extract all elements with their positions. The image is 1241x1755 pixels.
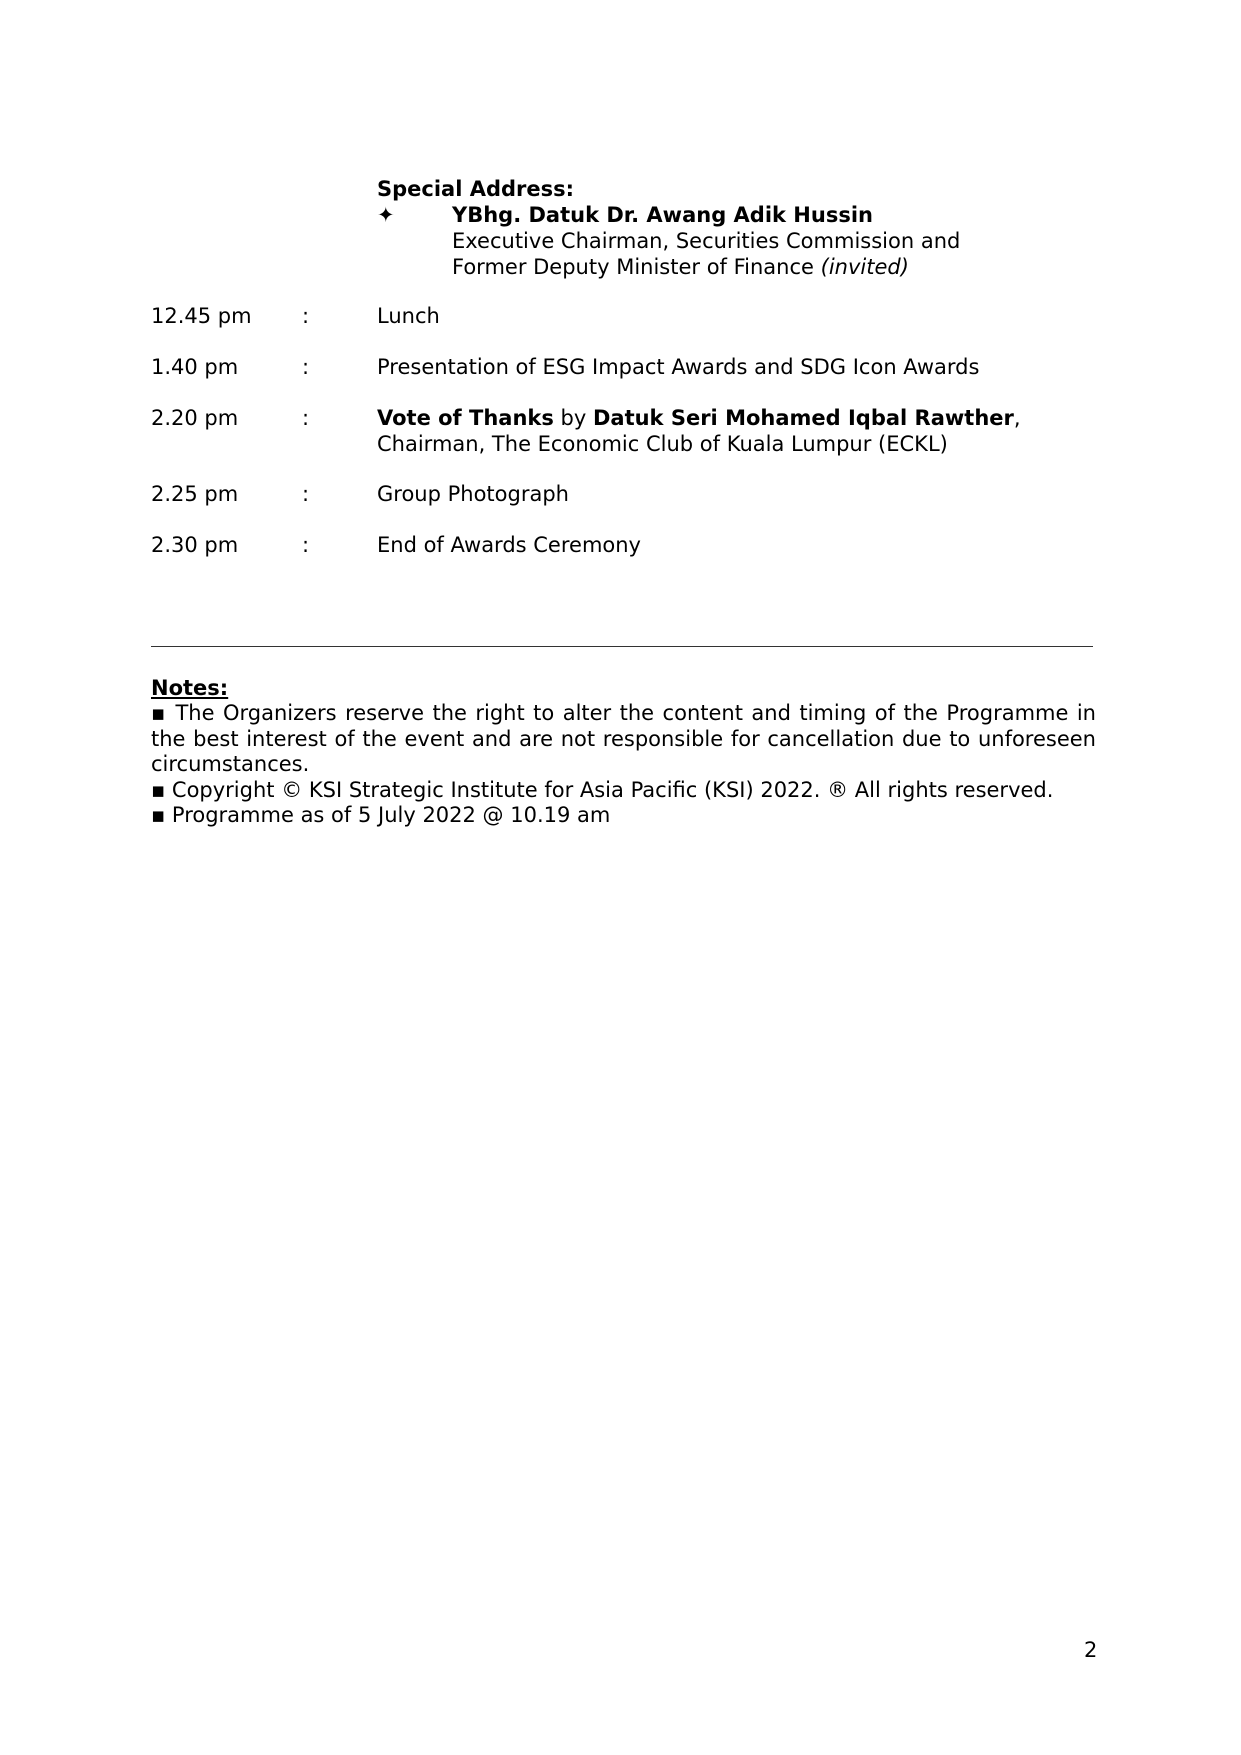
schedule-time: 2.20 pm [151,406,239,430]
speaker-title-line1: Executive Chairman, Securities Commission and [452,229,961,253]
schedule-separator: : [302,355,310,379]
speaker-title-line2 [452,254,909,280]
comma-text: , [1013,406,1021,430]
note-item-copyright: ▪ Copyright © KSI Strategic Institute for Asia Pacific (KSI) 2022. ® All rights reserved. [151,778,1054,802]
schedule-time: 2.30 pm [151,533,239,557]
schedule-item-awards-presentation: Presentation of ESG Impact Awards and SDG Icon Awards [377,355,980,379]
speaker-name: YBhg. Datuk Dr. Awang Adik Hussin [452,203,873,227]
note-item-programme-date: ▪ Programme as of 5 July 2022 @ 10.19 am [151,803,611,827]
by-text: by [553,406,593,430]
vote-of-thanks-speaker: Datuk Seri Mohamed Iqbal Rawther [592,406,1014,430]
star-bullet-icon: ✦ [377,203,395,227]
note-item-disclaimer: ▪ The Organizers reserve the right to alter the content and timing of the Programme in the best interest of the event and are not responsible for cancellation due to unforeseen circumstances. [151,701,1096,776]
schedule-separator: : [302,304,310,328]
notes-heading: Notes: [151,676,229,700]
schedule-item-vote-of-thanks [377,405,1021,431]
vote-of-thanks-label: Vote of Thanks [377,406,554,430]
schedule-separator: : [302,533,310,557]
speaker-invited-note: (invited) [820,255,909,279]
schedule-item-lunch: Lunch [377,304,440,328]
special-address-heading: Special Address: [377,177,575,201]
schedule-separator: : [302,406,310,430]
schedule-time: 12.45 pm [151,304,252,328]
section-divider [151,646,1093,647]
schedule-time: 2.25 pm [151,482,239,506]
speaker-title-text: Former Deputy Minister of Finance [452,255,814,279]
schedule-item-end: End of Awards Ceremony [377,533,641,557]
schedule-separator: : [302,482,310,506]
schedule-item-group-photo: Group Photograph [377,482,569,506]
vote-of-thanks-speaker-title: Chairman, The Economic Club of Kuala Lumpur (ECKL) [377,432,948,456]
schedule-time: 1.40 pm [151,355,239,379]
page-number: 2 [1084,1638,1098,1662]
